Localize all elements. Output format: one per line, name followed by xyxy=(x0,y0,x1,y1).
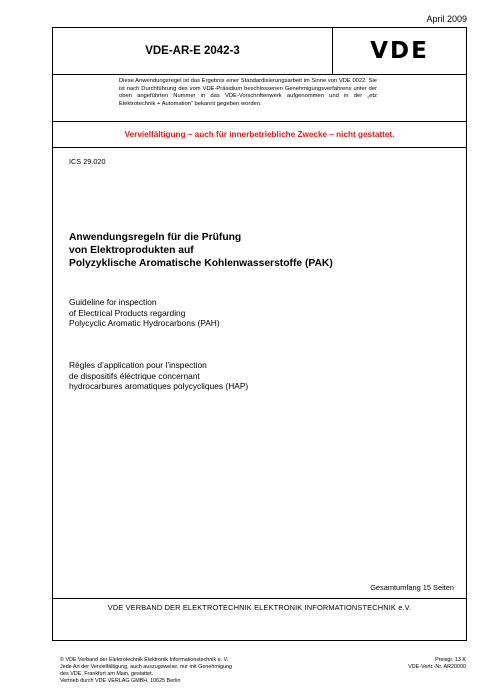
total-pages: Gesamtumfang 15 Seiten xyxy=(370,583,454,592)
vde-logo-text: VDE xyxy=(370,38,429,64)
header-divider xyxy=(53,74,466,75)
order-number: VDE-Vertr.-Nr. AR20000 xyxy=(408,663,466,670)
organization-divider xyxy=(53,598,466,599)
document-number: VDE-AR-E 2042-3 xyxy=(53,28,333,74)
publication-date: April 2009 xyxy=(426,14,467,24)
price-group: Preisgr. 13 K xyxy=(435,657,466,663)
ics-code: ICS 29.020 xyxy=(69,157,106,166)
footer-line: des VDE, Frankfurt am Main, gestattet. xyxy=(60,670,154,677)
title-french-line: hydrocarbures aromatiques polycycliques (HAP) xyxy=(69,381,249,391)
title-french xyxy=(69,360,429,392)
vde-logo xyxy=(333,28,466,74)
title-english-line: Guideline for inspection xyxy=(69,297,157,307)
header-row xyxy=(53,28,466,74)
intro-divider xyxy=(53,121,466,122)
organization-name: VDE VERBAND DER ELEKTROTECHNIK ELEKTRONIK INFORMATIONSTECHNIK e.V. xyxy=(107,603,412,612)
title-german-line: Anwendungsregeln für die Prüfung xyxy=(69,232,242,243)
title-german-line: von Elektroprodukten auf xyxy=(69,245,194,256)
document-frame xyxy=(52,27,467,641)
footer-line: Jede Art der Vervielfältigung, auch auszugsweise, nur mit Genehmigung xyxy=(60,663,232,670)
footer-copyright xyxy=(60,657,260,685)
warning-divider xyxy=(53,147,466,148)
title-french-line: de dispositifs éléctrique concernant xyxy=(69,370,200,381)
title-english-line: of Electrical Products regarding xyxy=(69,307,186,318)
title-english-line: Polycyclic Aromatic Hydrocarbons (PAH) xyxy=(69,318,220,328)
footer-line: © VDE Verband der Elektrotechnik Elektronik Informationstechnik e. V. xyxy=(60,657,229,663)
title-german xyxy=(69,231,429,270)
title-german-line: Polyzyklische Aromatische Kohlenwasserstoffe (PAK) xyxy=(69,258,333,269)
title-english xyxy=(69,297,429,329)
footer-pricing xyxy=(408,657,466,671)
footer-line: Vertrieb durch VDE VERLAG GMBH, 10625 Berlin xyxy=(60,677,181,684)
copy-warning: Vervielfältigung – auch für innerbetriebliche Zwecke – nicht gestattet. xyxy=(124,130,395,139)
intro-text: Diese Anwendungsregel ist das Ergebnis einer Standardisierungsarbeit im Sinne von VDE 0022. Sie ist nach Durchführung des vom VDE-Präsidium beschlossenen Genehmigungsverfahrens unter der oben angeführten Nummer in das VDE-Vorschriftenwerk aufgenommen und in der „etz Elektrotechnik + Automation“ bekannt gegeben worden. xyxy=(119,78,377,107)
title-french-line: Règles d’application pour l’inspection xyxy=(69,360,207,370)
